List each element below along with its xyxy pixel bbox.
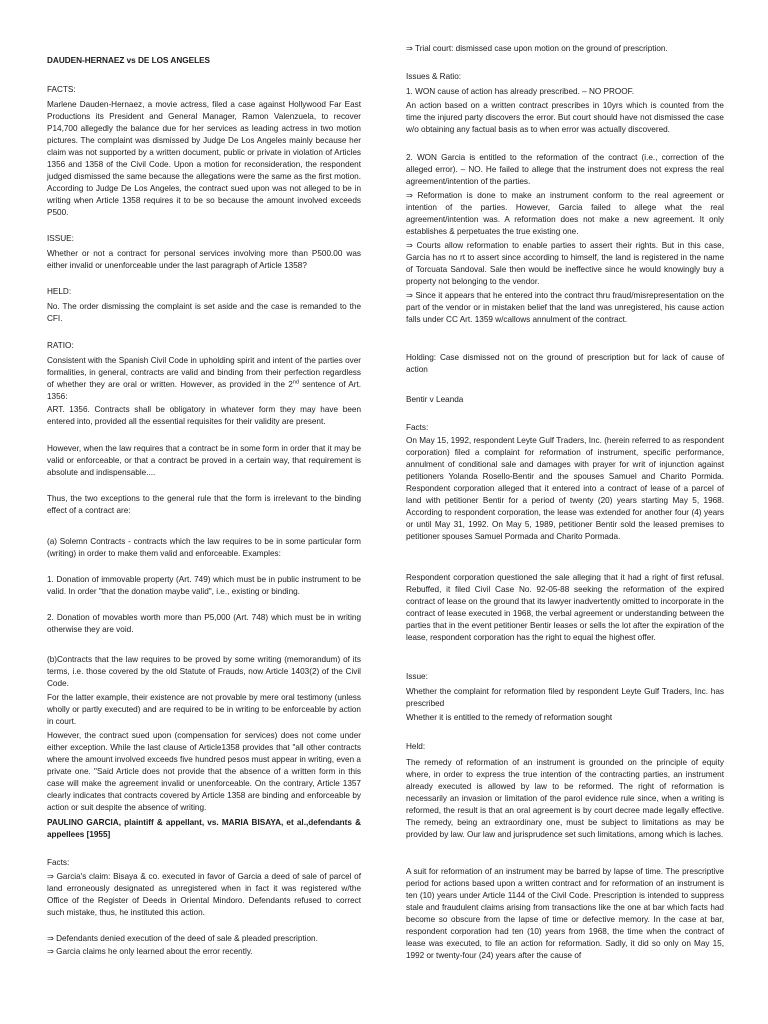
since-text: ⇒ Since it appears that he entered into the contract thru fraud/misrepresentation on the part of the vendor or in mistaken belief that the land was unregistered, his cause action falls under CC Art. 1359 w/callows annulment of the contract. [406,290,724,326]
ratio-text-tail: sentence of Art. 1356: [47,380,362,401]
case-title-garcia: PAULINO GARCIA, plaintiff & appellant, vs. MARIA BISAYA, et al.,defendants & appellees [1955] [47,818,361,839]
latter-example-text: For the latter example, their existence are not provable by mere oral testimony (unless wholly or partly executed) and are required to be in writing to be enforceable by action in court. [47,693,361,726]
issue3-a-text: Whether the complaint for reformation filed by respondent Leyte Gulf Traders, Inc. has prescribed [406,687,724,708]
thus-text: Thus, the two exceptions to the general rule that the form is irrelevant to the binding effect of a contract are: [47,494,361,515]
issue-label: ISSUE: [47,234,74,243]
holding-text: Holding: Case dismissed not on the ground of prescription but for lack of cause of action [406,353,724,374]
issues-ratio-label: Issues & Ratio: [406,72,462,81]
issue-1-heading: 1. WON cause of action has already prescribed. – NO PROOF. [406,87,634,96]
facts3-text: On May 15, 1992, respondent Leyte Gulf Traders, Inc. (herein referred to as respondent corporation) filed a complaint for reformation of instrument, specific performance, annulment of conditional sale and damages with prayer for writ of injunction against petitioners Yolanda Rosello-Bentir and the spouses Samuel and Charito Pormida. Respondent corporation alleged that it entered into a contract of lease of a parcel of land with petitioner Bentir for a period of twenty (20) years starting May 5, 1968. According to respondent corporation, the lease was extended for another four (4) years or until May 31, 1992. On May 5, 1989, petitioner Bentir sold the leased premises to petitioner spouses Samuel Pormada and Charito Pormada. [406,436,724,541]
trial-court-text: ⇒ Trial court: dismissed case upon motion on the ground of prescription. [406,43,724,55]
facts2-item: ⇒ Garcia's claim: Bisaya & co. executed in favor of Garcia a deed of sale of parcel of land erroneously designated as unregistered when in fact it was registered w/the Office of the Register of Deeds in Oriental Mindoro. Defendants refused to correct such mistake, thus, he instituted this action. [47,871,361,919]
questioned-sale-text: Respondent corporation questioned the sale alleging that it had a right of first refusal. Rebuffed, it filed Civil Case No. 92-05-88 seeking the reformation of the expired contract of lease on the ground that its lawyer inadvertently omitted to incorporate in the contract of lease executed in 1968, the verbal agreement or understanding between the parties that in the event petitioner Bentir leases or sells the lot after the expiration of the lease, respondent corporation has the right to equal the highest offer. [406,573,724,642]
held-text: No. The order dismissing the complaint is set aside and the case is remanded to the CFI. [47,302,361,323]
ratio-text [47,355,361,403]
example-1-text: 1. Donation of immovable property (Art. 749) which must be in public instrument to be valid. In order "that the donation maybe valid", i.e., existing or binding. [47,575,361,596]
issue3-b-text: Whether it is entitled to the remedy of reformation sought [406,713,613,722]
ratio-label: RATIO: [47,341,74,350]
facts2-item: ⇒ Garcia claims he only learned about the error recently. [47,946,361,958]
reformation-text: ⇒ Reformation is done to make an instrument conform to the real agreement or intention of the parties. However, Garcia failed to allege what the real agreement/intention was. A reformation does not make a new agreement. It only establishes & perpetuates the true existing one. [406,190,724,238]
issue-1-text: An action based on a written contract prescribes in 10yrs which is counted from the time the injured party discovers the error. But court should have not dismissed the case w/o obtaining any factual basis as to when error was actually discovered. [406,101,724,134]
solemn-contracts-text: (a) Solemn Contracts - contracts which the law requires to be in some particular form (writing) in order to make them valid and enforceable. Examples: [47,537,361,558]
held3-label: Held: [406,742,426,751]
however-text: However, when the law requires that a contract be in some form in order that it may be valid or enforceable, or that a contract be proved in a certain way, that requirement is absolute and indispensable.... [47,444,361,477]
suit-reformation-text: A suit for reformation of an instrument may be barred by lapse of time. The prescriptive period for actions based upon a written contract and for reformation of an instrument is ten (10) years under Article 1144 of the Civil Code. Prescription is intended to suppress stale and fraudulent claims arising from transactions like the one at bar which facts had become so obscure from the lapse of time or defective memory. In the case at bar, respondent corporation had ten (10) years from 1968, the time when the contract of lease was executed, to file an action for reformation. Sadly, it did so only on May 15, 1992 or twenty-four (24) years after the cause of [406,867,724,960]
courts-text: ⇒ Courts allow reformation to enable parties to assert their rights. But in this case, Garcia has no rt to assert since according to himself, the land is registered in the name of Torcuata Sandoval. Sale then would be ineffective since he would knowingly buy a property not belonging to the vendor. [406,240,724,288]
example-2-text: 2. Donation of movables worth more than P5,000 (Art. 748) which must be in writing otherwise they are void. [47,613,361,634]
case-title-dauden: DAUDEN-HERNAEZ vs DE LOS ANGELES [47,56,211,65]
held-label: HELD: [47,287,72,296]
issue3-label: Issue: [406,672,428,681]
facts2-item: ⇒ Defendants denied execution of the deed of sale & pleaded prescription. [47,933,361,945]
facts3-label: Facts: [406,423,429,432]
ratio-superscript: nd [292,379,299,386]
facts-text: Marlene Dauden-Hernaez, a movie actress, filed a case against Hollywood Far East Productions its President and General Manager, Ramon Valenzuela, to recover P14,700 allegedly the balance due for her services as leading actress in two motion pictures. The complaint was dismissed by Judge De Los Angeles mainly because her claim was not supported by a written document, public or private in violation of Articles 1356 and 1358 of the Civil Code. Upon a motion for reconsideration, the respondent judged dismissed the same because the allegations were the same as the first motion. According to Judge De Los Angeles, the contract sued upon was not alleged to be in writing when Article 1358 requires it to be so because the amount involved exceeds P500. [47,100,361,217]
issue-text: Whether or not a contract for personal services involving more than P500.00 was either invalid or unenforceable under the last paragraph of Article 1358? [47,249,361,270]
issue-2-text: 2. WON Garcia is entitled to the reformation of the contract (i.e., correction of the alleged error). – NO. He failed to allege that the instrument does not express the real agreement/intention of the parties. [406,153,724,186]
held3-text: The remedy of reformation of an instrument is grounded on the principle of equity where, in order to express the true intention of the contracting parties, an instrument already executed is allowed by law to be reformed. The right of reformation is necessarily an invasion or limitation of the parol evidence rule since, when a writing is reformed, the result is that an oral agreement is by court decree made legally effective. The remedy, being an extraordinary one, must be subject to limitations as may be provided by law. Our law and jurisprudence set such limitations, among which is laches. [406,758,724,839]
facts-label: FACTS: [47,85,76,94]
ratio-text-main: Consistent with the Spanish Civil Code in upholding spirit and intent of the parties over formalities, in general, contracts are valid and binding from their perfection regardless of whether they are oral or written. However, as provided in the 2 [47,356,361,389]
however-exception-text: However, the contract sued upon (compensation for services) does not come under either exception. While the last clause of Article1358 provides that "all other contracts where the amount involved exceeds five hundred pesos must appear in writing, even a private one. "Said Article does not provide that the absence of a written form in this case will make the agreement invalid or unenforceable. On the contrary, Article 1357 clearly indicates that contracts covered by Article 1358 are binding and enforceable by action or suit despite the absence of writing. [47,731,361,812]
article-1356-text: ART. 1356. Contracts shall be obligatory in whatever form they may have been entered into, provided all the essential requisites for their validity are present. [47,405,361,426]
statute-of-frauds-text: (b)Contracts that the law requires to be proved by some writing (memorandum) of its terms, i.e. those covered by the old Statute of Frauds, now Article 1403(2) of the Civil Code. [47,655,361,688]
facts2-label: Facts: [47,858,70,867]
case-title-bentir: Bentir v Leanda [406,395,464,404]
